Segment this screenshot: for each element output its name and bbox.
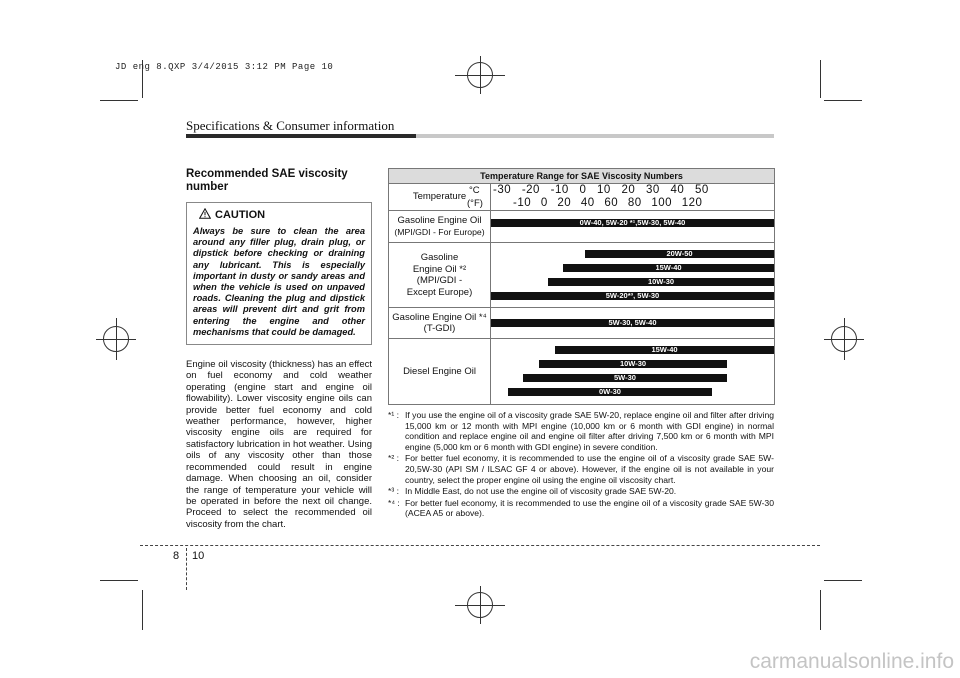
registration-line [455, 605, 505, 606]
row-label-line: Gasoline Engine Oil [397, 215, 482, 226]
caution-header [199, 208, 365, 222]
page-title: Specifications & Consumer information [186, 118, 395, 133]
celsius-unit: °C [469, 185, 480, 196]
warning-triangle-icon [199, 208, 211, 222]
footnote [388, 410, 774, 452]
row-label-gasoline-except-europe [389, 243, 491, 308]
footnote-mark: *¹ : [388, 410, 399, 420]
caution-box [186, 202, 372, 345]
bars-gasoline-tgdi [491, 308, 775, 339]
footnotes [388, 410, 774, 520]
fahrenheit-scale: -10 0 20 40 60 80 100 120 [513, 197, 703, 209]
bars-gasoline-except-europe [491, 243, 775, 308]
footnote-mark: *⁴ : [388, 497, 400, 508]
crop-mark [100, 580, 138, 581]
caution-text: Always be sure to clean the area around any filler plug, drain plug, or dipstick before checking or draining any lubricant. This is especially important in dusty or sandy areas and when the vehicle is used on unpaved roads. Cleaning the plug and dipstick areas will prevent dirt and grit from entering the engine and other mechanisms that could be damaged. [193, 226, 365, 337]
row-label-gasoline-europe [389, 211, 491, 243]
viscosity-bar: 5W-30, 5W-40 [491, 319, 774, 327]
header-rule-accent [186, 134, 416, 138]
footnote [388, 486, 774, 497]
row-label-line: (MPI/GDI - For Europe) [394, 226, 485, 237]
viscosity-bar: 15W-40 [563, 264, 774, 272]
footer-rule [140, 545, 820, 546]
crop-mark [824, 100, 862, 101]
crop-mark [820, 60, 821, 98]
body-paragraph: Engine oil viscosity (thickness) has an effect on fuel economy and cold weather operating (engine start and engine oil flowability). Lower viscosity engine oils can provide better fuel economy and cold weather performance, however, higher viscosity engine oils are required for satisfactory lubrication in hot weather. Using oils of any viscosity other than those recommended could result in engine damage. When choosing an oil, consider the range of temperature your vehicle will be operated in before the next oil change. Proceed to select the recommended oil viscosity from the chart. [186, 359, 372, 530]
row-label-line: Gasoline [420, 252, 459, 263]
section-heading: Recommended SAE viscosity number [186, 168, 348, 193]
row-label-diesel [389, 339, 491, 405]
viscosity-bar: 5W-30 [523, 374, 727, 382]
row-label-line: Except Europe) [406, 286, 473, 298]
table-title: Temperature Range for SAE Viscosity Numbers [389, 169, 775, 184]
bars-diesel [491, 339, 775, 405]
temperature-label: Temperature [389, 184, 491, 211]
footnote [388, 453, 774, 485]
print-slug: JD eng 8.QXP 3/4/2015 3:12 PM Page 10 [115, 62, 334, 72]
crop-mark [100, 100, 138, 101]
left-column [186, 168, 372, 530]
chapter-number: 8 [173, 550, 180, 562]
crop-mark [824, 580, 862, 581]
footnote-mark: *² : [388, 453, 399, 464]
viscosity-bar: 15W-40 [555, 346, 774, 354]
footnote-text: If you use the engine oil of a viscosity grade SAE 5W-20, replace engine oil and filter after driving 15,000 km or 12 month with MPI engine (10,000 km or 6 month with GDI engine) in normal condition and replace engine oil and engine oil filter after driving 7,500 km or 6 month with MPI engine (5,000 km or 6 month with GDI engine) in severe condition. [405, 410, 774, 452]
row-label-line: (MPI/GDI - [416, 275, 463, 286]
footer-divider [186, 548, 187, 590]
page-number: 10 [192, 550, 205, 562]
bars-gasoline-europe [491, 211, 775, 243]
row-label-line: Engine Oil *² [412, 263, 467, 275]
crop-mark [142, 590, 143, 630]
registration-line [844, 318, 845, 360]
row-label-line: Diesel Engine Oil [403, 365, 476, 377]
row-label-line: Gasoline Engine Oil *⁴ [392, 311, 487, 323]
crop-mark [820, 590, 821, 630]
footnote [388, 498, 774, 519]
watermark: carmanualsonline.info [749, 650, 954, 673]
row-label-line: (T-GDI) [423, 323, 456, 334]
viscosity-bar: 20W-50 [585, 250, 774, 258]
footnote-text: In Middle East, do not use the engine oil of viscosity grade SAE 5W-20. [405, 486, 677, 497]
viscosity-bar: 5W-20*³, 5W-30 [491, 292, 774, 300]
fahrenheit-unit: (°F) [467, 198, 483, 209]
registration-line [455, 75, 505, 76]
viscosity-bar: 0W-40, 5W-20 *¹,5W-30, 5W-40 [491, 219, 774, 227]
footnote-mark: *³ : [388, 486, 399, 497]
temperature-scale [467, 184, 775, 211]
viscosity-bar: 0W-30 [508, 388, 712, 396]
caution-title: CAUTION [215, 209, 266, 221]
footnote-text: For better fuel economy, it is recommended to use the engine oil of a viscosity grade SAE 5W-20,5W-30 (API SM / ILSAC GF 4 or above). However, if the engine oil is not available in your country, select the proper engine oil using the engine oil viscosity chart. [405, 453, 774, 485]
celsius-scale: -30 -20 -10 0 10 20 30 40 50 [493, 184, 709, 196]
footnote-text: For better fuel economy, it is recommended to use the engine oil of a viscosity grade SAE 5W-30 (ACEA A5 or above). [405, 497, 774, 519]
viscosity-bar: 10W-30 [539, 360, 727, 368]
viscosity-bar: 10W-30 [548, 278, 774, 286]
row-label-gasoline-tgdi [389, 308, 491, 339]
viscosity-table [388, 168, 775, 405]
registration-line [116, 318, 117, 360]
